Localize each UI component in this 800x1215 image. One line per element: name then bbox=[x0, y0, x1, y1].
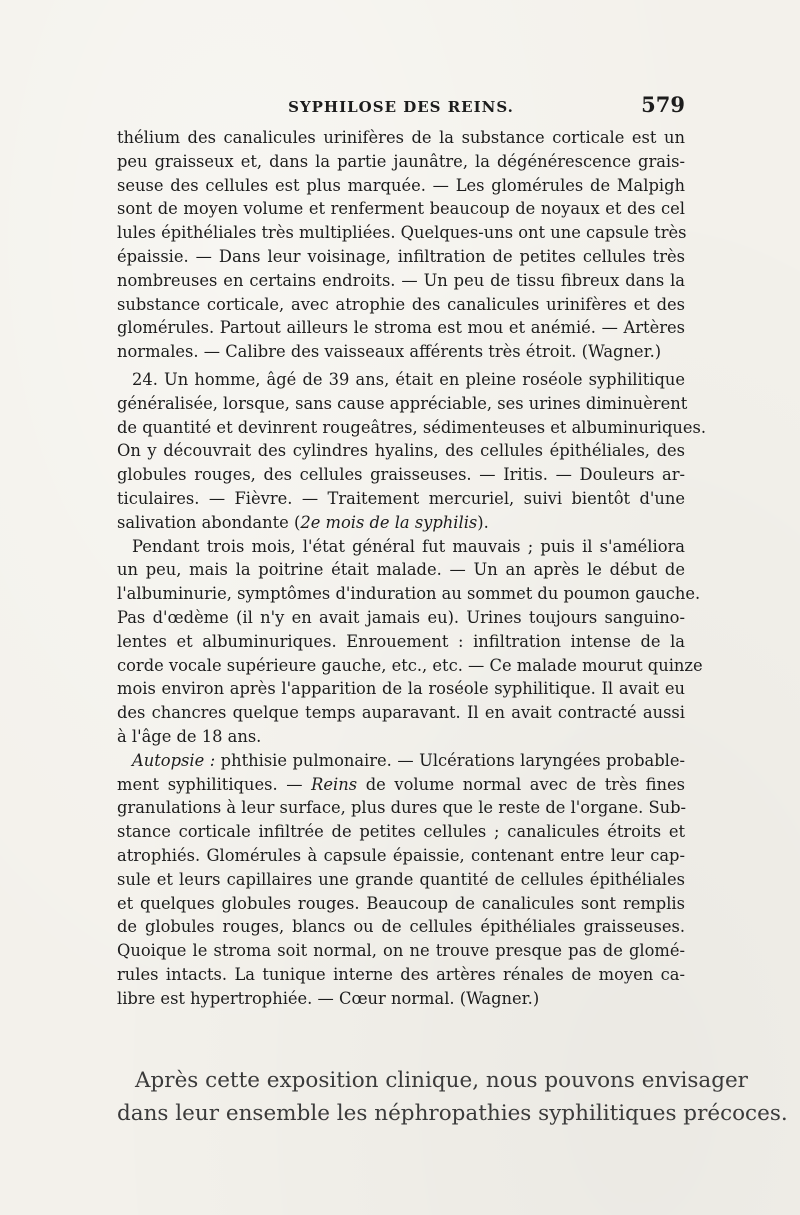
text-line: 24. Un homme, âgé de 39 ans, était en pleine roséole syphilitique bbox=[132, 369, 685, 389]
text-line: mois environ après l'apparition de la roséole syphilitique. Il avait eu bbox=[117, 679, 685, 699]
autopsy-label: Autopsie : bbox=[132, 750, 216, 770]
text-line: sont de moyen volume et renferment beaucoup de noyaux et des cel bbox=[117, 199, 685, 219]
text-line: à l'âge de 18 ans. bbox=[117, 726, 262, 746]
autopsy-paragraph bbox=[117, 749, 685, 1011]
text-line: normales. — Calibre des vaisseaux afférents très étroit. (Wagner.) bbox=[117, 342, 662, 362]
text-line: et quelques globules rouges. Beaucoup de canalicules sont remplis bbox=[117, 893, 685, 913]
text-line: de globules rouges, blancs ou de cellules épithéliales graisseuses. bbox=[117, 917, 685, 937]
text-line bbox=[117, 773, 685, 797]
course-paragraph bbox=[117, 535, 703, 749]
text-fragment: phthisie pulmonaire. — Ulcérations laryngées probable- bbox=[215, 750, 685, 770]
text-line: lules épithéliales très multipliées. Quelques-uns ont une capsule très bbox=[117, 223, 687, 243]
text-fragment: ment syphilitiques. — bbox=[117, 774, 312, 794]
italic-term: Reins bbox=[311, 774, 358, 794]
text-line: Quoique le stroma soit normal, on ne trouve presque pas de glomé- bbox=[117, 941, 685, 961]
text-line: Pas d'œdème (il n'y en avait jamais eu). Urines toujours sanguino- bbox=[117, 607, 685, 627]
text-line: stance corticale infiltrée de petites cellules ; canalicules étroits et bbox=[117, 822, 685, 842]
text-line bbox=[117, 749, 685, 773]
text-line: On y découvrait des cylindres hyalins, des cellules épithéliales, des bbox=[117, 441, 685, 461]
conclusion-line: Après cette exposition clinique, nous pouvons envisager bbox=[135, 1068, 748, 1093]
text-line: rules intacts. La tunique interne des artères rénales de moyen ca- bbox=[117, 964, 685, 984]
text-line: globules rouges, des cellules graisseuses. — Iritis. — Douleurs ar- bbox=[117, 465, 685, 485]
text-fragment: de volume normal avec de très fines bbox=[357, 774, 685, 794]
conclusion-paragraph bbox=[117, 1064, 788, 1130]
text-line: un peu, mais la poitrine était malade. — Un an après le début de bbox=[117, 560, 685, 580]
text-line: glomérules. Partout ailleurs le stroma est mou et anémié. — Artères bbox=[117, 318, 685, 338]
text-line: substance corticale, avec atrophie des canalicules urinifères et des bbox=[117, 294, 685, 314]
text-line: des chancres quelque temps auparavant. Il en avait contracté aussi bbox=[117, 703, 685, 723]
running-title: SYPHILOSE DES REINS. bbox=[288, 98, 514, 116]
text-line: Pendant trois mois, l'état général fut mauvais ; puis il s'améliora bbox=[132, 536, 685, 556]
conclusion-line: dans leur ensemble les néphropathies syphilitiques précoces. bbox=[117, 1101, 788, 1126]
text-line: granulations à leur surface, plus dures que le reste de l'organe. Sub- bbox=[117, 798, 687, 818]
text-line: nombreuses en certains endroits. — Un peu de tissu fibreux dans la bbox=[117, 270, 685, 290]
text-line: libre est hypertrophiée. — Cœur normal. (Wagner.) bbox=[117, 988, 540, 1008]
text-line: lentes et albuminuriques. Enrouement : infiltration intense de la bbox=[117, 631, 685, 651]
case-24-paragraph bbox=[117, 368, 707, 535]
body-text bbox=[117, 126, 707, 1010]
text-line: l'albuminurie, symptômes d'induration au sommet du poumon gauche. bbox=[117, 584, 701, 604]
text-line: sule et leurs capillaires une grande quantité de cellules épithéliales bbox=[117, 869, 685, 889]
text-line: corde vocale supérieure gauche, etc., etc. — Ce malade mourut quinze bbox=[117, 655, 703, 675]
text-fragment: ). bbox=[477, 512, 489, 532]
text-line: de quantité et devinrent rougeâtres, sédimenteuses et albuminuriques. bbox=[117, 417, 707, 437]
text-line: ticulaires. — Fièvre. — Traitement mercuriel, suivi bientôt d'une bbox=[117, 488, 685, 508]
paragraph-continuation bbox=[117, 126, 685, 364]
running-head bbox=[117, 92, 685, 122]
text-line bbox=[117, 511, 685, 535]
text-line: généralisée, lorsque, sans cause appréciable, ses urines diminuèrent bbox=[117, 393, 688, 413]
text-line: seuse des cellules est plus marquée. — Les glomérules de Malpigh bbox=[117, 175, 685, 195]
italic-note: 2e mois de la syphilis bbox=[300, 512, 478, 532]
text-fragment: salivation abondante ( bbox=[117, 512, 301, 532]
text-line: atrophiés. Glomérules à capsule épaissie, contenant entre leur cap- bbox=[117, 845, 685, 865]
page-number: 579 bbox=[641, 92, 685, 117]
text-line: thélium des canalicules urinifères de la substance corticale est un bbox=[117, 128, 685, 147]
text-line: peu graisseux et, dans la partie jaunâtre, la dégénérescence grais- bbox=[117, 151, 685, 171]
text-line: épaissie. — Dans leur voisinage, infiltration de petites cellules très bbox=[117, 246, 685, 266]
